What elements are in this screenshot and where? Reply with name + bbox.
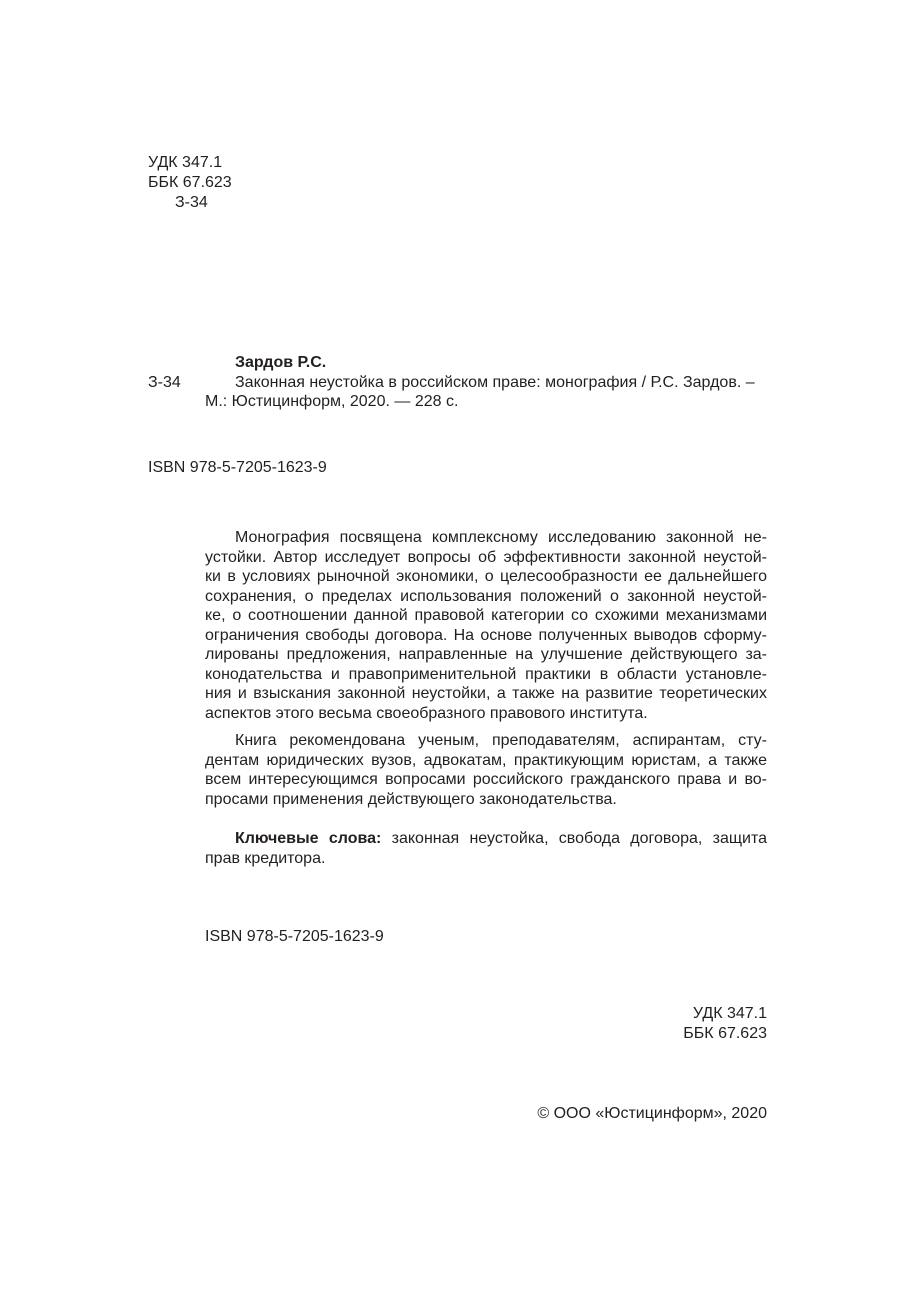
recommendation-line: всем интересующимся вопросами российского гражданского права и во- (205, 771, 767, 788)
isbn: ISBN 978-5-7205-1623-9 (205, 928, 384, 945)
abstract-line: ограничения свободы договора. На основе полученных выводов сформу- (205, 626, 767, 644)
abstract-line: ке, о соотношении данной правовой категории со схожими механизмами (205, 607, 767, 624)
bibliographic-title-line: Законная неустойка в российском праве: монография / Р.С. Зардов. – (235, 374, 755, 391)
abstract-line: сохранения, о пределах использования положений о законной неустой- (205, 587, 767, 605)
recommendation-line: дентам юридических вузов, адвокатам, практикующим юристам, а также (205, 751, 767, 769)
bibliographic-imprint-line: М.: Юстицинформ, 2020. — 228 с. (205, 393, 459, 410)
keywords-line-2: прав кредитора. (205, 849, 326, 867)
abstract-paragraph (205, 528, 767, 723)
author-mark-record: З-34 (148, 374, 181, 391)
isbn-record: ISBN 978-5-7205-1623-9 (148, 459, 327, 476)
keywords-paragraph (205, 829, 767, 868)
abstract-line: ния и взыскания законной неустойки, а также на развитие теоретических (205, 685, 767, 702)
recommendation-paragraph (205, 731, 767, 809)
abstract-line: ки в условиях рыночной экономики, о целесообразности ее дальнейшего (205, 568, 767, 585)
abstract-line: устойки. Автор исследует вопросы об эффективности законной неустой- (205, 548, 767, 566)
bbk-code-footer: ББК 67.623 (683, 1025, 767, 1042)
abstract-line: лированы предложения, направленные на улучшение действующего за- (205, 646, 767, 663)
copyright-notice: © ООО «Юстицинформ», 2020 (537, 1105, 767, 1122)
author-mark: З-34 (175, 194, 208, 211)
keywords-text: законная неустойка, свобода договора, защита (391, 830, 768, 847)
bbk-code: ББК 67.623 (148, 174, 232, 191)
recommendation-line: просами применения действующего законодательства. (205, 790, 617, 808)
author-name: Зардов Р.С. (235, 354, 327, 371)
keywords-label: Ключевые слова: (235, 830, 382, 847)
abstract-line: аспектов этого весьма своеобразного правового института. (205, 704, 648, 722)
udk-code: УДК 347.1 (148, 154, 223, 171)
recommendation-line: Книга рекомендована ученым, преподавателям, аспирантам, сту- (235, 732, 767, 749)
udk-code-footer: УДК 347.1 (692, 1005, 767, 1022)
abstract-line: Монография посвящена комплексному исследованию законной не- (235, 529, 767, 546)
keywords-line (205, 829, 767, 849)
abstract-line: конодательства и правоприменительной практики в области установле- (205, 665, 767, 683)
